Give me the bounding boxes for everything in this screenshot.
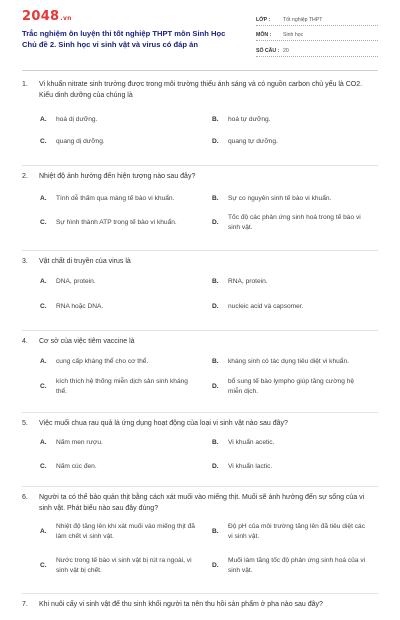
meta-row-count: SỐ CÂU : 20 [256,41,378,57]
meta-row-class: LỚP : Tốt nghiệp THPT [256,10,378,26]
document-header [0,0,400,66]
option-d[interactable]: D. bổ sung tế bào lympho giúp tăng cường hệ miễn dịch. [212,378,355,395]
option-c[interactable]: C. kích thích hệ thống miễn dịch sản sinh kháng thể. [40,378,188,395]
question-number: 5. [22,420,28,427]
question-5 [22,419,378,487]
question-text: Người ta có thể bảo quản thịt bằng cách xát muối vào miếng thịt. Muối sẽ ảnh hưởng đến sự sống của vi sinh vật. Phát biểu nào sau đây đúng? [39,494,365,512]
option-a[interactable]: A. DNA, protein. [40,278,96,285]
option-c[interactable]: C. Nước trong tế bào vi sinh vật bị rút ra ngoài, vi sinh vật bị chết. [40,557,192,574]
question-text: Khi nuôi cấy vi sinh vật để thu sinh khối người ta nên thu hồi sản phẩm ở pha nào sau đây? [39,601,323,608]
question-number: 3. [22,258,28,265]
question-2 [22,172,378,251]
option-a[interactable]: A. cung cấp kháng thể cho cơ thể. [40,358,149,365]
document-title: Trắc nghiệm ôn luyện thi tốt nghiệp THPT môn Sinh Học Chủ đề 2. Sinh học vi sinh vật và virus có đáp án [22,29,226,49]
option-a[interactable]: A. Nhiệt độ tăng lên khi xát muối vào miếng thịt đã làm chết vi sinh vật. [40,523,195,540]
question-text: Cơ sở của việc tiêm vaccine là [39,338,135,345]
option-d[interactable]: D. Muối làm tăng tốc độ phản ứng sinh hoá của vi sinh vật. [212,557,366,574]
question-text: Nhiệt độ ảnh hưởng đến hiện tượng nào sau đây? [39,173,196,180]
question-number: 7. [22,601,28,608]
option-d[interactable]: D. Tốc độ các phản ứng sinh hoá trong tế bào vi sinh vật. [212,214,361,231]
meta-table [256,10,378,57]
option-c[interactable]: C. Nấm cúc đen. [40,463,97,470]
question-1 [22,80,378,166]
option-a[interactable]: A. hoá dị dưỡng. [40,116,98,123]
question-number: 2. [22,173,28,180]
question-number: 6. [22,494,28,501]
option-c[interactable]: C. Sự hình thành ATP trong tế bào vi khuẩn. [40,219,177,226]
question-list [22,80,378,620]
option-b[interactable]: B. Độ pH của môi trường tăng lên đã tiêu diệt các vi sinh vật. [212,523,366,540]
option-b[interactable]: B. Vi khuẩn acetic. [212,439,275,446]
option-b[interactable]: B. Sự co nguyên sinh tế bào vi khuẩn. [212,195,332,202]
option-b[interactable]: B. kháng sinh có tác dụng tiêu diệt vi khuẩn. [212,358,349,365]
question-number: 1. [22,81,28,88]
question-3 [22,257,378,331]
option-a[interactable]: A. Nấm men rượu. [40,439,103,446]
site-logo[interactable]: 2048.vn [22,9,72,24]
question-6 [22,493,378,594]
option-c[interactable]: C. quang dị dưỡng. [40,138,105,145]
option-c[interactable]: C. RNA hoặc DNA. [40,303,104,310]
question-text: Việc muối chua rau quả là ứng dụng hoạt động của loại vi sinh vật nào sau đây? [39,420,288,427]
option-d[interactable]: D. nucleic acid và capsomer. [212,303,304,310]
option-a[interactable]: A. Tính dễ thấm qua màng tế bào vi khuẩn. [40,195,175,202]
option-b[interactable]: B. RNA, protein. [212,278,268,285]
option-d[interactable]: D. quang tự dưỡng. [212,138,278,145]
question-7 [22,600,378,620]
question-text: Vật chất di truyền của virus là [39,258,131,265]
question-number: 4. [22,338,28,345]
option-b[interactable]: B. hoá tự dưỡng. [212,116,271,123]
meta-row-subject: MÔN : Sinh học [256,26,378,42]
header-divider [22,70,378,71]
question-text: Vi khuẩn nitrate sinh trưởng được trong môi trường thiếu ánh sáng và có nguồn carbon chủ yếu là CO2. Kiểu dinh dưỡng của chúng là [39,81,363,99]
question-4 [22,337,378,413]
option-d[interactable]: D. Vi khuẩn lactic. [212,463,273,470]
